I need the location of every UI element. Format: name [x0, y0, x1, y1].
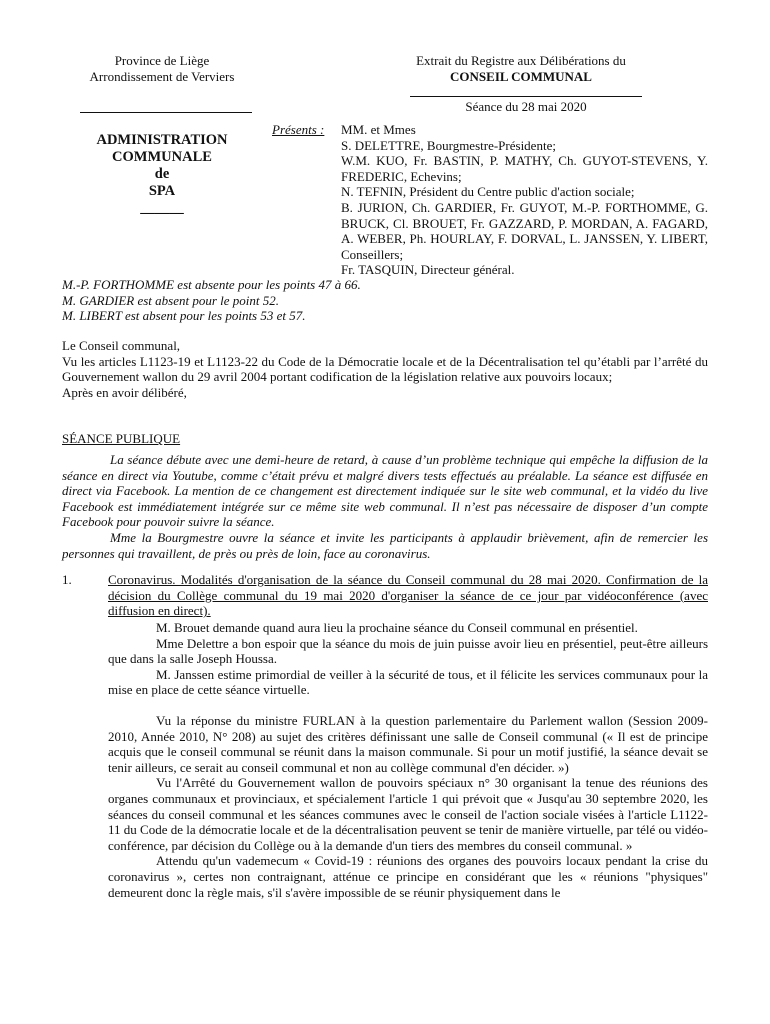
item-paragraph: Mme Delettre a bon espoir que la séance du mois de juin puisse avoir lieu en présentiel, peut-être ailleurs que dans la salle Joseph Houssa.: [108, 635, 708, 667]
admin-line-3: de: [154, 166, 170, 182]
admin-line-4: SPA: [148, 183, 176, 199]
admin-dash: ______: [140, 200, 184, 216]
arrondissement: Arrondissement de Verviers: [89, 68, 235, 84]
presents-line: N. TEFNIN, Président du Centre public d'action sociale;: [341, 184, 635, 200]
seance-publique-body: [62, 452, 708, 561]
admin-line-2: COMMUNALE: [112, 149, 212, 165]
header-left-rule: [80, 112, 252, 113]
absence-line: M. LIBERT est absent pour les points 53 et 57.: [62, 308, 306, 324]
seance-publique-p2: Mme la Bourgmestre ouvre la séance et invite les participants à applaudir brièvement, afin de remercier les personnes qui travaillent, de près ou près de loin, face au coronavirus.: [62, 529, 708, 561]
presents-line: S. DELETTRE, Bourgmestre-Présidente;: [341, 137, 556, 153]
conseil-communal: CONSEIL COMMUNAL: [450, 68, 592, 84]
presents-line: B. JURION, Ch. GARDIER, Fr. GUYOT, M.-P. FORTHOMME, G. BRUCK, Cl. BROUET, Fr. GAZZARD, P. MORDAN, A. FAGARD, A. WEBER, Ph. HOURLAY, F. DORVAL, L. JANSSEN, Y. LIBERT, Conseillers;: [341, 199, 708, 262]
item-discussion: [108, 620, 708, 698]
item-considerations: [108, 713, 708, 900]
absence-line: M. GARDIER est absent pour le point 52.: [62, 292, 279, 308]
item-paragraph: M. Brouet demande quand aura lieu la prochaine séance du Conseil communal en présentiel.: [156, 620, 638, 635]
seance-date: Séance du 28 mai 2020: [465, 99, 587, 114]
absence-line: M.-P. FORTHOMME est absente pour les points 47 à 66.: [62, 277, 361, 292]
item-paragraph: Vu l'Arrêté du Gouvernement wallon de pouvoirs spéciaux n° 30 organisant la tenue des réunions des organes communaux et provinciaux, et spécialement l'article 1 qui prévoit que « Jusqu'au 30 septembre 2020, les séances du conseil communal et les séances communes avec le conseil de l'action sociale visées à l'article L1122-11 du Code de la démocratie locale et de la décentralisation peuvent se tenir de manière virtuelle, par télé ou vidéo-conférence, par décision du Collège ou à la demande d'un tiers des membres du conseil communal. »: [108, 775, 708, 853]
item-paragraph: M. Janssen estime primordial de veiller à la sécurité de tous, et il félicite les services communaux pour la mise en place de cette séance virtuelle.: [108, 666, 708, 698]
header-left: [62, 53, 262, 84]
presents-line: MM. et Mmes: [341, 122, 416, 137]
item-paragraph: Attendu qu'un vademecum « Covid-19 : réunions des organes des pouvoirs locaux pendant la crise du coronavirus », certes non contraignant, atténue ce principe en considérant que les « réunions "physiques" demeurent donc la règle mais, s'il s'avère impossible de se réunir physiquement dans le: [108, 853, 708, 900]
item-title: Coronavirus. Modalités d'organisation de la séance du Conseil communal du 28 mai 2020. Confirmation de la décision du Collège communal du 19 mai 2020 d'organiser la séance de ce jour par vidéoconférence (avec diffusion en direct).: [108, 572, 708, 619]
province: Province de Liège: [114, 53, 210, 68]
administration-block: [62, 132, 262, 217]
extrait-title: Extrait du Registre aux Délibérations du: [416, 53, 626, 68]
presents-label: Présents :: [272, 122, 325, 137]
presents-line: W.M. KUO, Fr. BASTIN, P. MATHY, Ch. GUYOT-STEVENS, Y. FREDERIC, Echevins;: [341, 153, 708, 184]
seance-publique-p1: La séance débute avec une demi-heure de retard, à cause d’un problème technique qui empêche la diffusion de la séance en direct via Youtube, comme c’était prévu et malgré divers tests effectués au préalable. La séance est diffusée en direct via Facebook. La mention de ce changement est directement indiquée sur le site web communal, et la vidéo du live Facebook est immédiatement intégrée sur ce même site web communal. Il n’est pas nécessaire de disposer d’un compte Facebook pour pouvoir suivre la séance.: [62, 452, 708, 530]
preamble-delibere: Après en avoir délibéré,: [62, 384, 187, 400]
preamble-vu: Vu les articles L1123-19 et L1123-22 du Code de la Démocratie locale et de la Décentralisation tel qu’établi par l’arrêté du Gouvernement wallon du 29 avril 2004 portant codification de la législation relative aux pouvoirs locaux;: [62, 353, 708, 385]
preamble: [62, 338, 708, 400]
item-paragraph: Vu la réponse du ministre FURLAN à la question parlementaire du Parlement wallon (Session 2009-2010, Année 2010, N° 208) au sujet des critères définissant une salle de Conseil communal (« Il est de principe acquis que le conseil communal se réunit dans la maison communale. Si pour un motif justifié, la séance devait se tenir ailleurs, ce serait au conseil communal et non au collège communal d'en décider. »): [108, 713, 708, 775]
header-right: [400, 53, 642, 84]
absences: [62, 277, 712, 324]
item-number: 1.: [62, 572, 72, 587]
presents-line: Fr. TASQUIN, Directeur général.: [341, 262, 515, 278]
header-right-rule: [410, 96, 642, 97]
presents-list: [341, 122, 708, 278]
preamble-conseil: Le Conseil communal,: [62, 338, 181, 353]
seance-publique-heading: SÉANCE PUBLIQUE: [62, 431, 181, 446]
admin-line-1: ADMINISTRATION: [96, 132, 228, 148]
